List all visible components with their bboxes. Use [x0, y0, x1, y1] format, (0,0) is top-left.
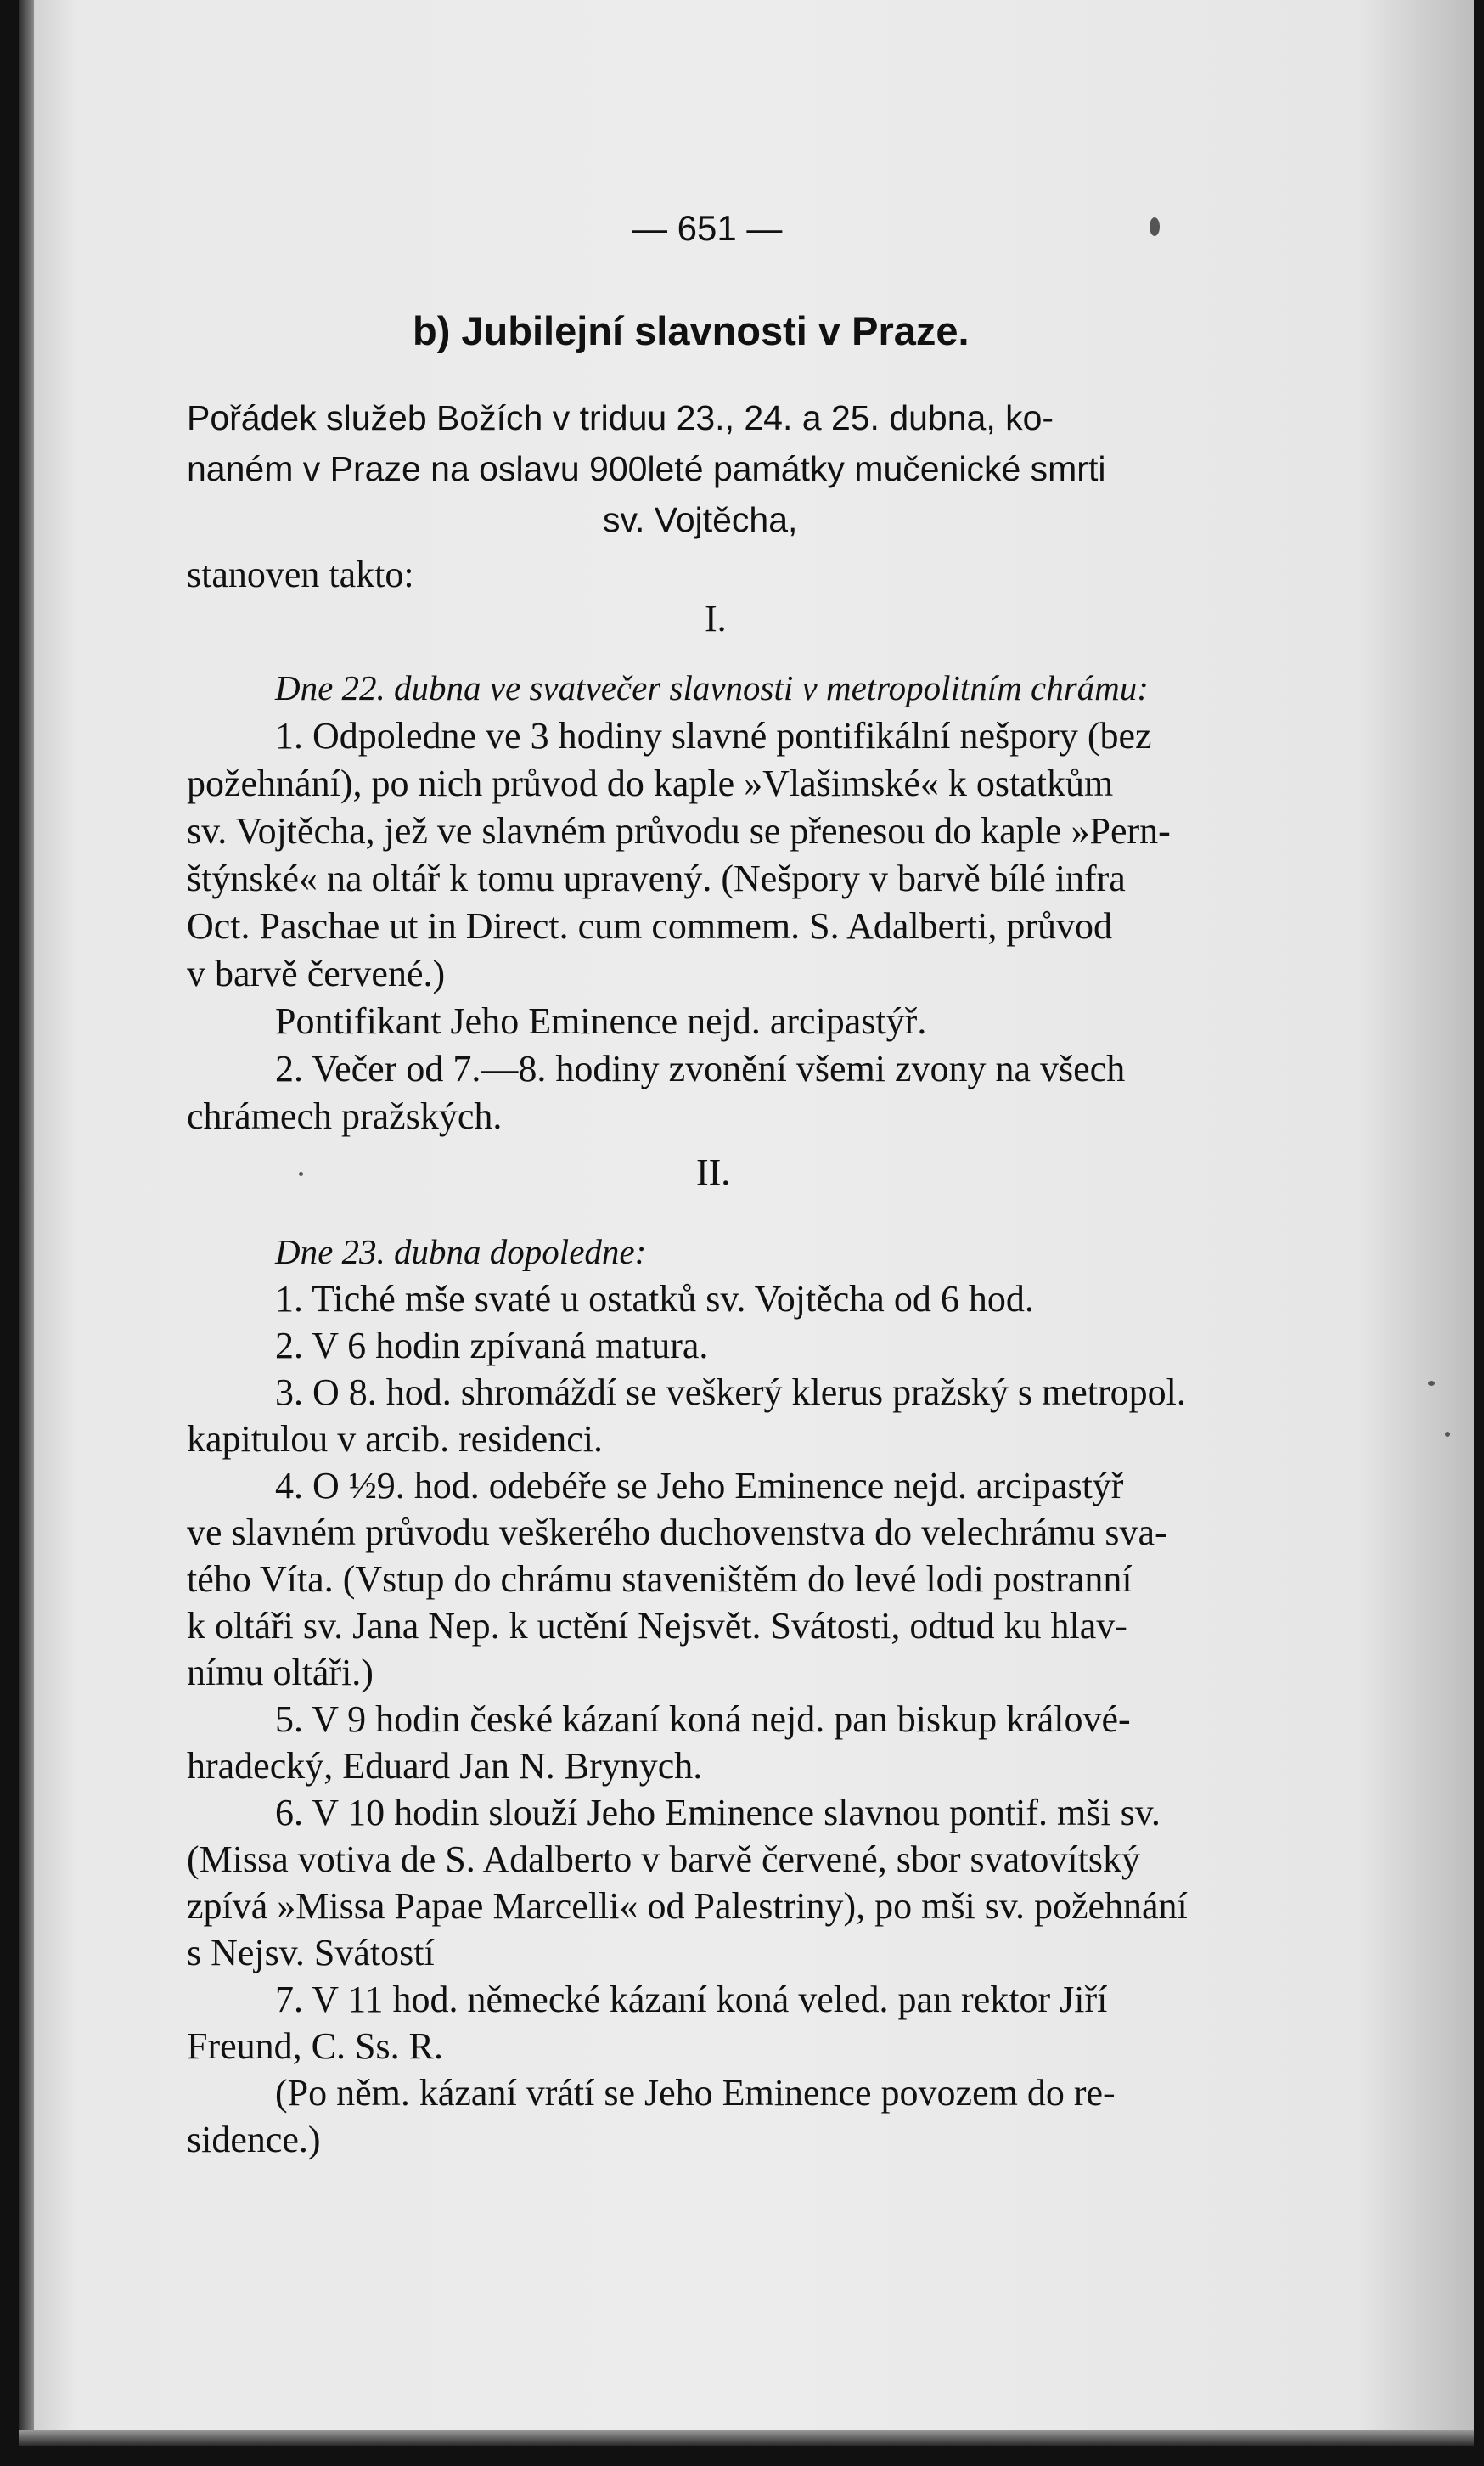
section-2-numeral: II.: [696, 1151, 731, 1193]
section-1-title: Dne 22. dubna ve svatvečer slavnosti v metropolitním chrámu:: [275, 668, 1149, 707]
page-bottom-shadow: [19, 2430, 1474, 2446]
s1-line: v barvě červené.): [187, 953, 446, 994]
s2-line: 1. Tiché mše svaté u ostatků sv. Vojtěcha od 6 hod.: [275, 1278, 1034, 1320]
page-heading: b) Jubilejní slavnosti v Praze.: [413, 308, 970, 353]
s1-line: Pontifikant Jeho Eminence nejd. arcipastýř.: [275, 1000, 927, 1042]
s1-line: chrámech pražských.: [187, 1095, 503, 1137]
s2-line: k oltáři sv. Jana Nep. k uctění Nejsvět. Svátosti, odtud ku hlav-: [187, 1605, 1127, 1647]
scanned-page: [19, 0, 1474, 2446]
s2-line: 2. V 6 hodin zpívaná matura.: [275, 1325, 709, 1366]
s2-line: (Po něm. kázaní vrátí se Jeho Eminence povozem do re-: [275, 2072, 1116, 2114]
s2-line: Freund, C. Ss. R.: [187, 2025, 443, 2067]
s2-line: nímu oltáři.): [187, 1652, 374, 1693]
s2-line: tého Víta. (Vstup do chrámu staveništěm do levé lodi postranní: [187, 1558, 1133, 1600]
section-1-numeral: I.: [705, 598, 727, 639]
section-2-title: Dne 23. dubna dopoledne:: [275, 1232, 647, 1271]
s1-line: štýnské« na oltář k tomu upravený. (Nešpory v barvě bílé infra: [187, 858, 1126, 899]
s1-line: požehnání), po nich průvod do kaple »Vlašimské« k ostatkům: [187, 763, 1114, 804]
s1-line: 1. Odpoledne ve 3 hodiny slavné pontifikální nešpory (bez: [275, 715, 1152, 757]
intro-line-3: sv. Vojtěcha,: [603, 500, 798, 539]
s2-line: (Missa votiva de S. Adalberto v barvě červené, sbor svatovítský: [187, 1838, 1140, 1880]
page-number: — 651 —: [632, 208, 783, 248]
intro-line-1: Pořádek služeb Božích v triduu 23., 24. a 25. dubna, ko-: [187, 398, 1054, 437]
ink-speck: [1445, 1432, 1450, 1437]
s2-line: sidence.): [187, 2119, 321, 2160]
s2-line: hradecký, Eduard Jan N. Brynych.: [187, 1745, 703, 1787]
page-edge-shadow: [19, 0, 34, 2446]
s2-line: 6. V 10 hodin slouží Jeho Eminence slavnou pontif. mši sv.: [275, 1792, 1161, 1833]
ink-speck: [299, 1172, 303, 1176]
established-label: stanoven takto:: [187, 554, 414, 595]
s2-line: 5. V 9 hodin české kázaní koná nejd. pan biskup králové-: [275, 1698, 1131, 1740]
s1-line: Oct. Paschae ut in Direct. cum commem. S. Adalberti, průvod: [187, 905, 1112, 947]
s1-line: sv. Vojtěcha, jež ve slavném průvodu se přenesou do kaple »Pern-: [187, 810, 1171, 852]
s2-line: 7. V 11 hod. německé kázaní koná veled. pan rektor Jiří: [275, 1979, 1108, 2020]
s2-line: kapitulou v arcib. residenci.: [187, 1418, 603, 1460]
s1-line: 2. Večer od 7.—8. hodiny zvonění všemi zvony na všech: [275, 1048, 1126, 1089]
s2-line: s Nejsv. Svátostí: [187, 1932, 435, 1973]
intro-line-2: naném v Praze na oslavu 900leté památky mučenické smrti: [187, 449, 1106, 488]
s2-line: zpívá »Missa Papae Marcelli« od Palestriny), po mši sv. požehnání: [187, 1885, 1188, 1927]
ink-speck: [1428, 1381, 1435, 1386]
s2-line: 4. O ½9. hod. odebéře se Jeho Eminence nejd. arcipastýř: [275, 1465, 1124, 1506]
s2-line: ve slavném průvodu veškerého duchovenstva do velechrámu sva-: [187, 1512, 1167, 1553]
s2-line: 3. O 8. hod. shromáždí se veškerý klerus pražský s metropol.: [275, 1371, 1186, 1413]
ink-speck: [1150, 217, 1160, 236]
